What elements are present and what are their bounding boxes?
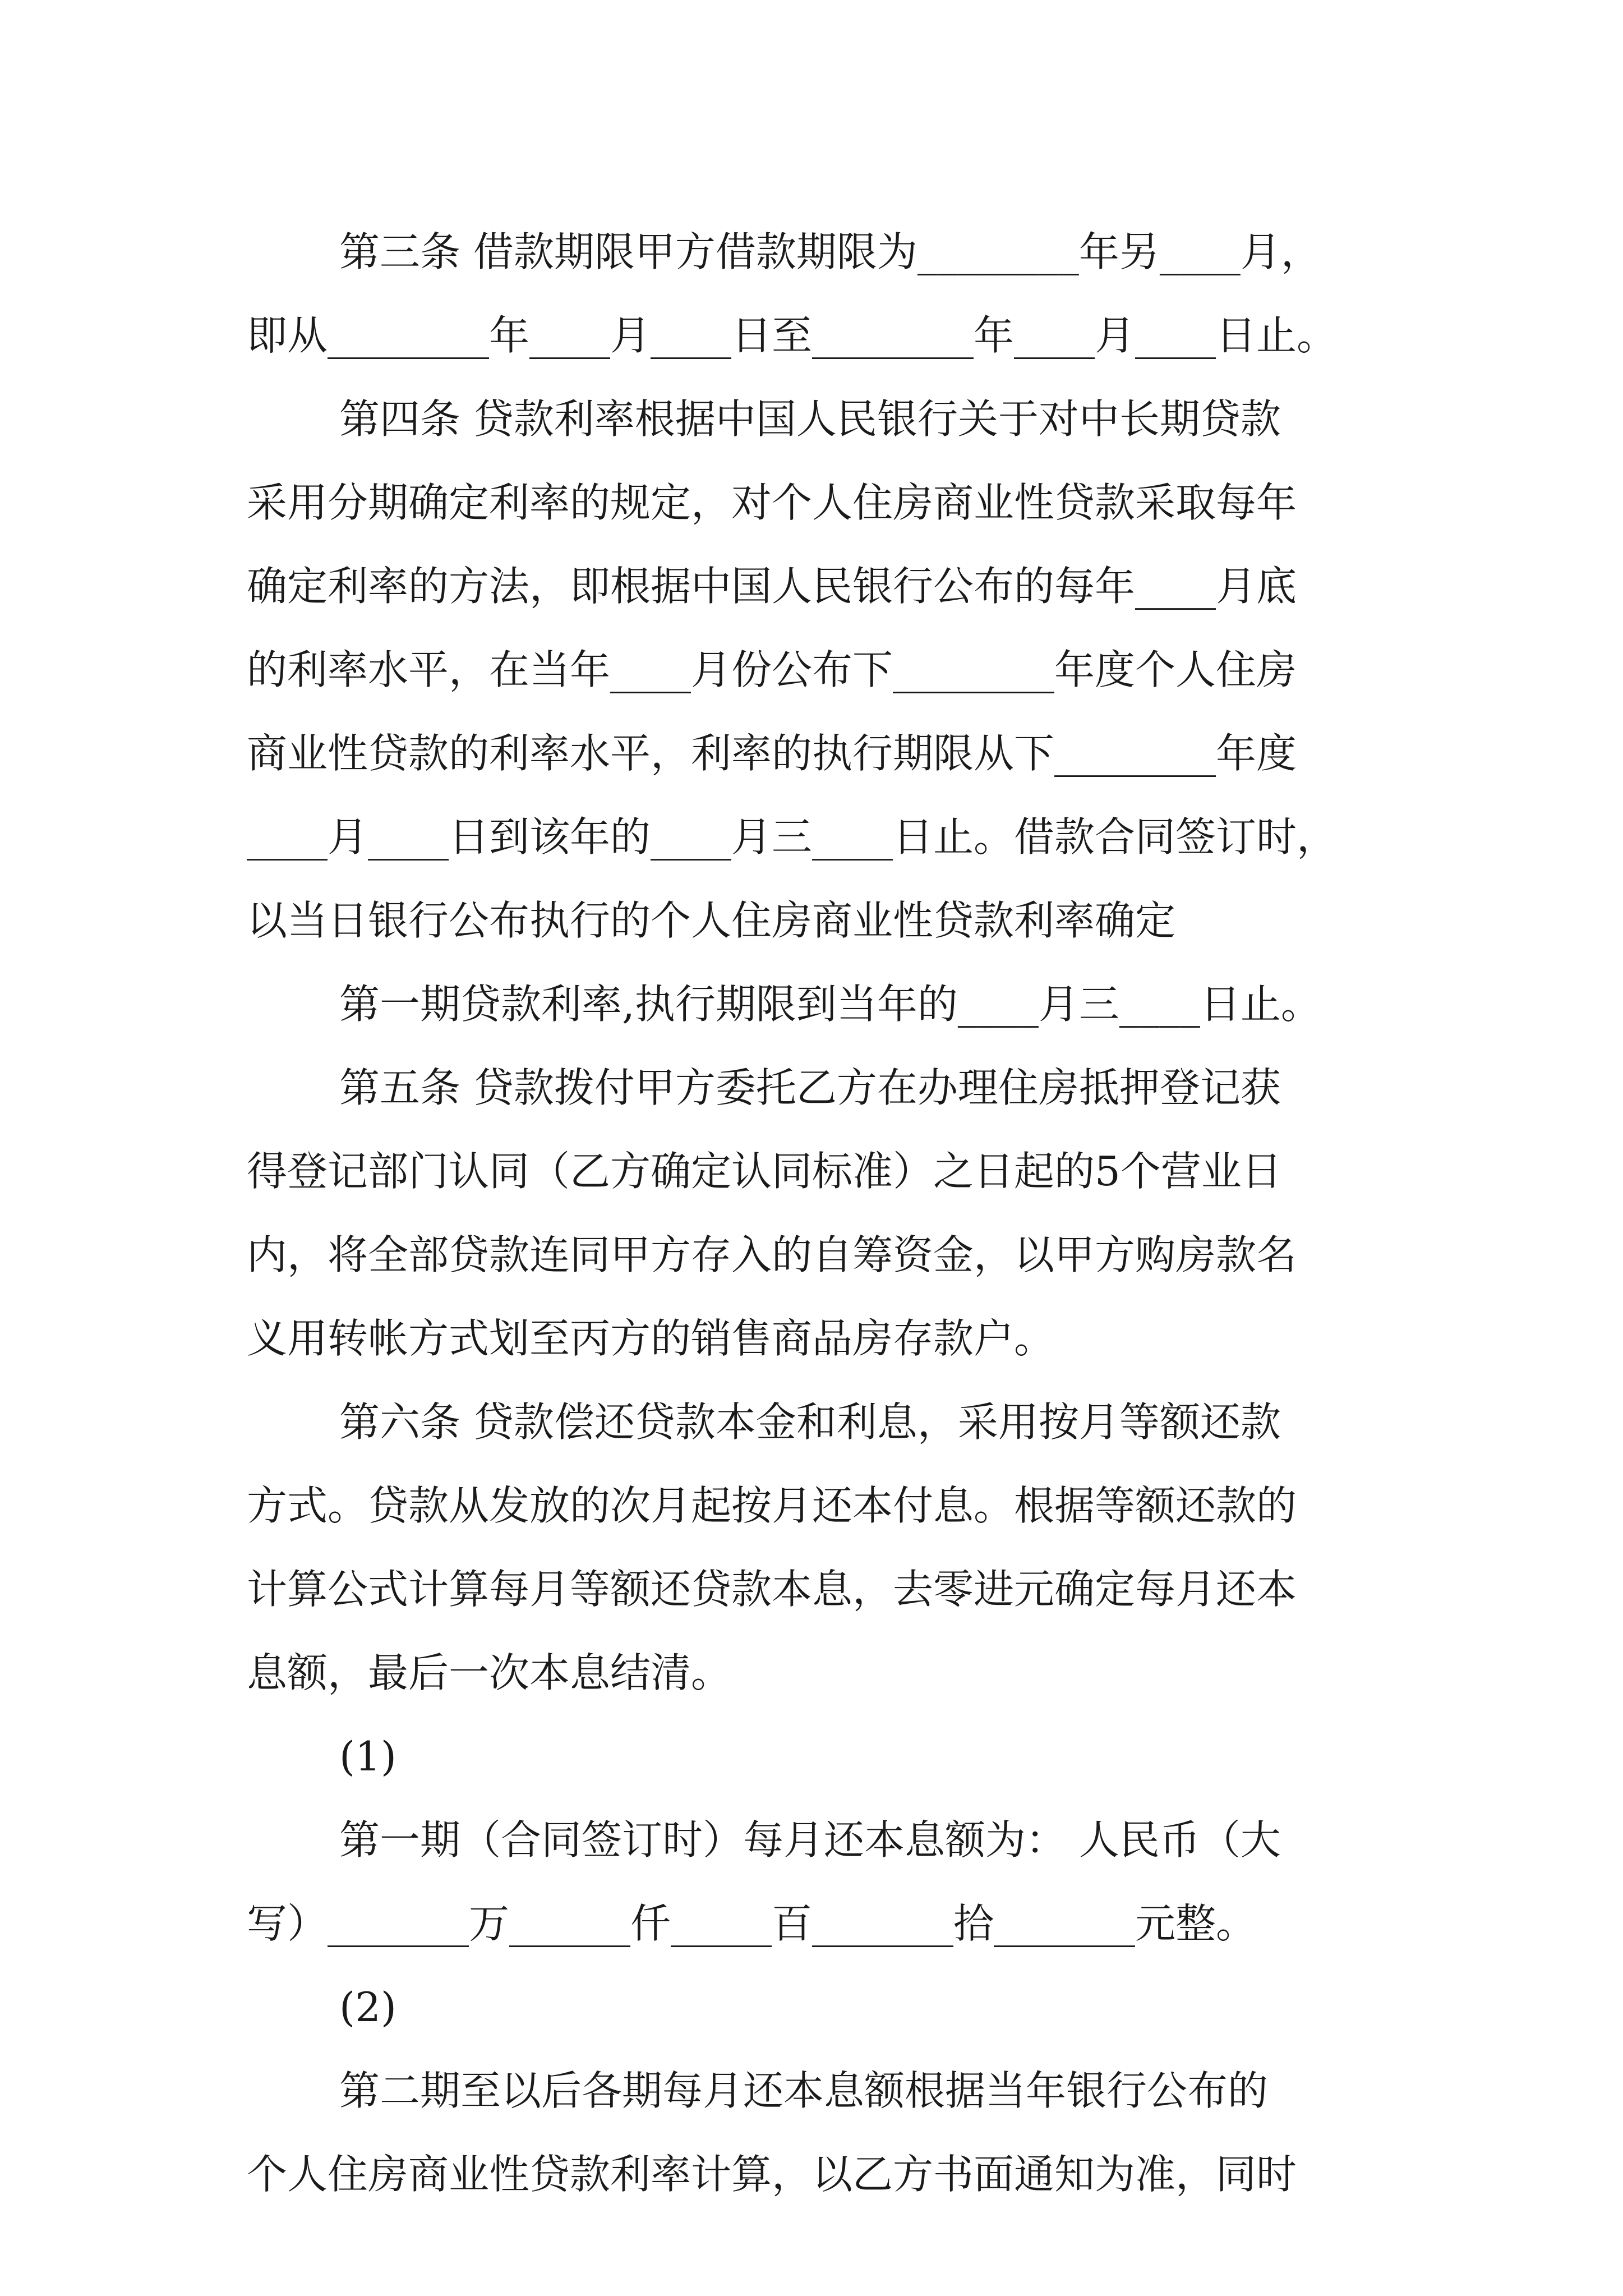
item-2-line-1: 第二期至以后各期每月还本息额根据当年银行公布的 (339, 2067, 1269, 2114)
item-1-marker: (1) (339, 1733, 396, 1780)
first-period-rate-line: 第一期贷款利率,执行期限到当年的____月三____日止。 (339, 981, 1321, 1028)
item-1-line-1: 第一期（合同签订时）每月还本息额为： 人民币（大 (339, 1816, 1281, 1864)
article-6-line-4: 息额，最后一次本息结清。 (247, 1649, 732, 1696)
item-2-marker: (2) (339, 1984, 396, 2031)
article-4-line-6: ____月____日到该年的____月三____日止。借款合同签订时， (247, 813, 1338, 861)
article-5-line-4: 义用转帐方式划至丙方的销售商品房存款户。 (247, 1315, 1055, 1362)
item-2-line-2: 个人住房商业性贷款利率计算，以乙方书面通知为准，同时 (247, 2151, 1297, 2198)
article-6-line-3: 计算公式计算每月等额还贷款本息，去零进元确定每月还本 (247, 1566, 1297, 1613)
article-5-line-1: 第五条 贷款拨付甲方委托乙方在办理住房抵押登记获 (339, 1064, 1281, 1111)
article-4-line-4: 的利率水平，在当年____月份公布下________年度个人住房 (247, 646, 1297, 693)
article-3-line-1: 第三条 借款期限甲方借款期限为________年另____月， (339, 228, 1321, 275)
article-6-line-1: 第六条 贷款偿还贷款本金和利息，采用按月等额还款 (339, 1398, 1281, 1446)
article-4-line-3: 确定利率的方法，即根据中国人民银行公布的每年____月底 (247, 563, 1297, 610)
article-4-line-5: 商业性贷款的利率水平，利率的执行期限从下________年度 (247, 730, 1297, 777)
article-4-line-7: 以当日银行公布执行的个人住房商业性贷款利率确定 (247, 897, 1176, 944)
article-5-line-3: 内，将全部贷款连同甲方存入的自筹资金，以甲方购房款名 (247, 1231, 1297, 1278)
article-5-line-2: 得登记部门认同（乙方确定认同标准）之日起的5个营业日 (247, 1148, 1282, 1195)
article-4-line-1: 第四条 贷款利率根据中国人民银行关于对中长期贷款 (339, 395, 1281, 443)
article-6-line-2: 方式。贷款从发放的次月起按月还本付息。根据等额还款的 (247, 1482, 1297, 1529)
article-4-line-2: 采用分期确定利率的规定，对个人住房商业性贷款采取每年 (247, 479, 1297, 526)
item-1-line-2: 写）_______万______仟_____百_______拾_______元整。 (247, 1900, 1257, 1947)
document-body (247, 210, 1385, 2216)
article-3-line-2: 即从________年____月____日至________年____月____日止。 (247, 312, 1338, 359)
